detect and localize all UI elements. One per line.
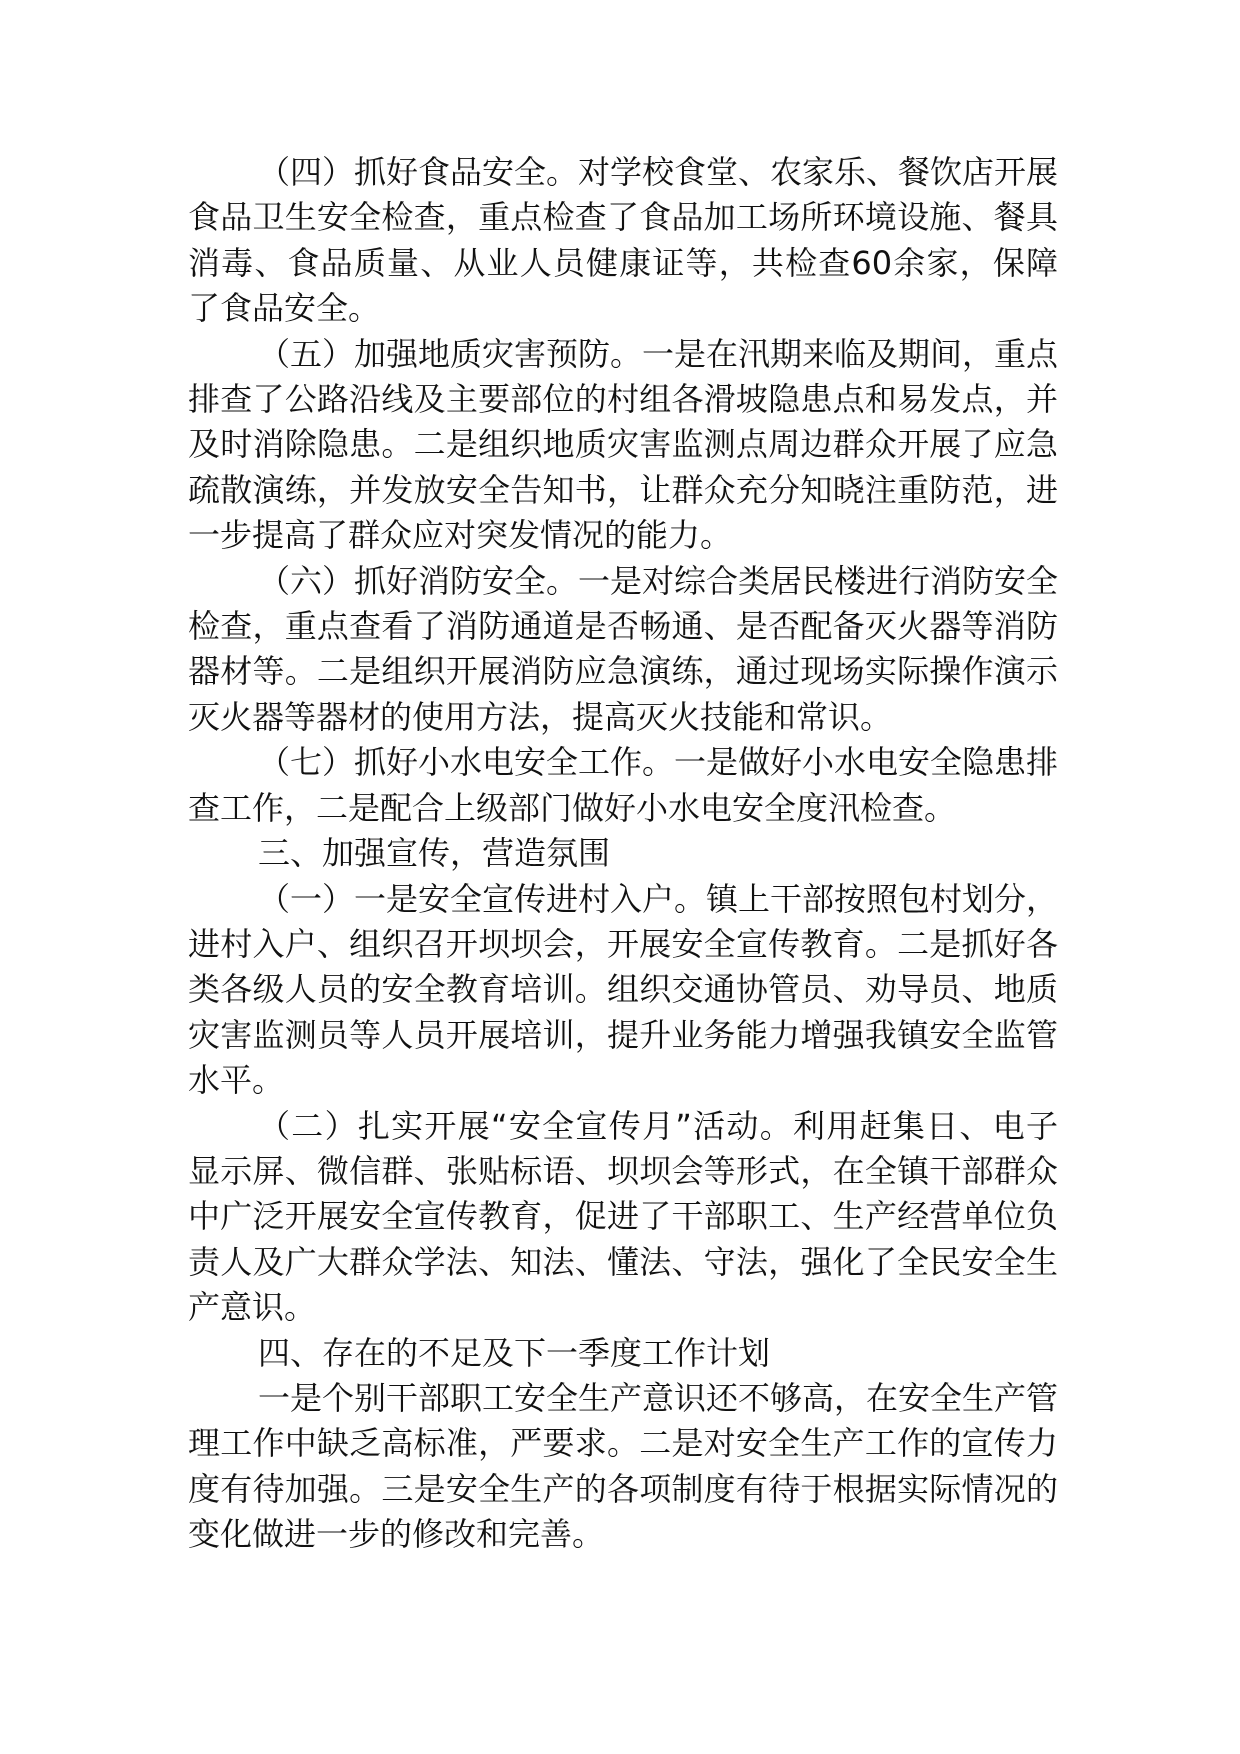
paragraph-hydropower-safety: （七）抓好小水电安全工作。一是做好小水电安全隐患排查工作，二是配合上级部门做好小水电安全度汛检查。: [188, 743, 1059, 827]
paragraph-shortcomings: 一是个别干部职工安全生产意识还不够高，在安全生产管理工作中缺乏高标准，严要求。二是对安全生产工作的宣传力度有待加强。三是安全生产的各项制度有待于根据实际情况的变化做进一步的修改和完善。: [188, 1378, 1059, 1554]
document-body: [188, 150, 1058, 1558]
paragraph-food-safety: （四）抓好食品安全。对学校食堂、农家乐、餐饮店开展食品卫生安全检查，重点检查了食品加工场所环境设施、餐具消毒、食品质量、从业人员健康证等，共检查60余家，保障了食品安全。: [188, 153, 1059, 328]
section-heading-shortcomings: 四、存在的不足及下一季度工作计划: [258, 1333, 771, 1372]
paragraph-fire-safety: （六）抓好消防安全。一是对综合类居民楼进行消防安全检查，重点查看了消防通道是否畅通、是否配备灭火器等消防器材等。二是组织开展消防应急演练，通过现场实际操作演示灭火器等器材的使用方法，提高灭火技能和常识。: [188, 561, 1059, 736]
paragraph-geological-disaster: （五）加强地质灾害预防。一是在汛期来临及期间，重点排查了公路沿线及主要部位的村组各滑坡隐患点和易发点，并及时消除隐患。二是组织地质灾害监测点周边群众开展了应急疏散演练，并发放安全告知书，让群众充分知晓注重防范，进一步提高了群众应对突发情况的能力。: [188, 334, 1059, 555]
paragraph-safety-month: （二）扎实开展“安全宣传月”活动。利用赶集日、电子显示屏、微信群、张贴标语、坝坝会等形式，在全镇干部群众中广泛开展安全宣传教育，促进了干部职工、生产经营单位负责人及广大群众学法、知法、懂法、守法，强化了全民安全生产意识。: [188, 1106, 1058, 1327]
section-heading-publicity: 三、加强宣传，营造氛围: [258, 834, 611, 873]
paragraph-village-publicity: （一）一是安全宣传进村入户。镇上干部按照包村划分，进村入户、组织召开坝坝会，开展安全宣传教育。二是抓好各类各级人员的安全教育培训。组织交通协管员、劝导员、地质灾害监测员等人员开展培训，提升业务能力增强我镇安全监管水平。: [188, 879, 1059, 1100]
